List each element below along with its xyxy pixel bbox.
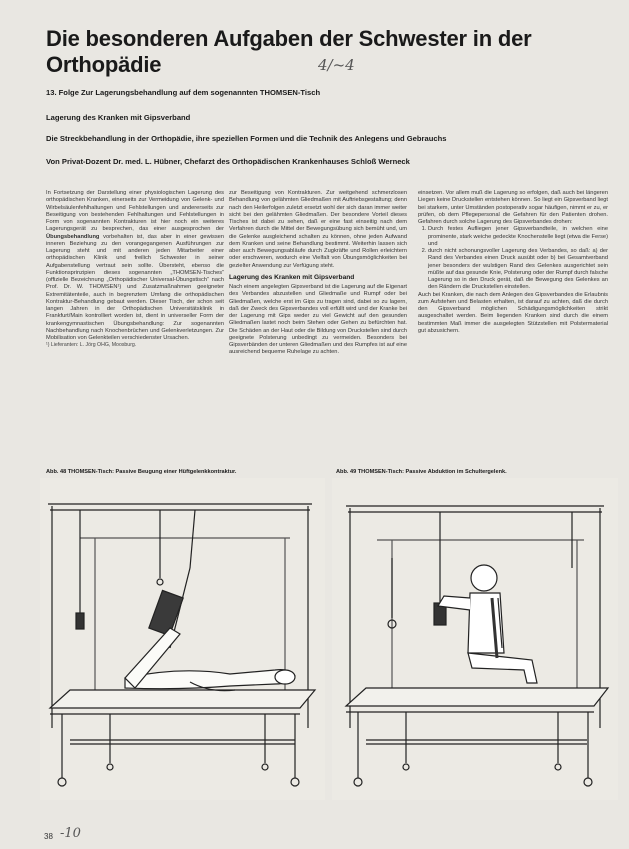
column1-body	[46, 190, 224, 342]
thomsen-table-drawing-49	[332, 478, 618, 800]
list-item: 2. durch nicht schonungsvoller Lagerung des Verbandes, so daß: a) der Rand des Verbandes einen Druck ausübt oder b) bei Gesamtverband jener besonders der wulstigen Rand des Gelenkes ausgerichtet sein müßte auf das gesunde Knie, Polsterung oder der Rumpf durch falsche Lagerung so in den Druck gerät, daß die Bewegung des Gelenkes an den Rändern die Druckstellen einstellen.	[428, 248, 608, 292]
thomsen-table-drawing-48	[40, 478, 325, 800]
column1-body-cont: vorbehalten ist, das aber in einer gewissen inneren Beziehung zu den vorangegangenen Ausführungen zur Lagerung steht und mit anderen jeden Mitarbeiter einer orthopädischen Klinik und freilich Schwester in seiner Aufgabenstellung vertraut sein sollte. Übersteht, ebenso die Funktionsprinzipien dieses sogenannten „THOMSEN-Tisches“ (offizielle Bezeichnung „Orthopädischer Universal-Übungstisch“ nach Prof. Dr. W. THOMSEN¹) und Zusatzmaßnahmen geeigneter Extremitätenteile, auch in begrenztem Umfang die orthopädischen Kontraktur-Behandlung gebaut werden. Dieser Tisch, der schon seit langen Jahren in der Orthopädischen Universitätsklinik in Frankfurt/Main kontrolliert worden ist, dient in universeller Form der krankengymnastischen Übungsbehandlung: Zur sogenannten Nachbehandlung nach Knochenbrüchen und Gelenkverletzungen. Zur Mobilisation von Gelenkteilen verschiedenster Ursachen.	[46, 233, 224, 341]
series-line: 13. Folge Zur Lagerungsbehandlung auf dem sogenannten THOMSEN-Tisch	[46, 88, 321, 97]
figure-48-illustration	[40, 478, 325, 800]
text-column-1	[46, 190, 224, 350]
list-item: 1. Durch festes Aufliegen jener Gipsverbandteile, in welchen eine prominente, stark weiche gedeckte Knochenstelle liegt (etwa die Ferse) und	[428, 226, 608, 248]
page-number: 38	[44, 832, 53, 841]
text-column-2	[229, 190, 407, 357]
handwritten-note: 4/~4	[318, 56, 355, 74]
figure-49-illustration	[332, 478, 618, 800]
figure-49-caption: Abb. 49 THOMSEN-Tisch: Passive Abduktion im Schultergelenk.	[336, 469, 507, 475]
column2-intro: zur Beseitigung von Kontrakturen. Zur weitgehend schmerzlosen Behandlung von gelähmten Gliedmaßen mit Auftriebsgestaltung; denn nach den Heilerfolgen zuletzt ersetzt wohl der sich daran immer weiter sicht bei den gelähmten Gliedmaßen. Der besondere Vorteil dieses Tisches ist dabei zu sehen, daß er eine fast einseitig nach dem Verfahren durch die Mittel der Bewegungsübung sich bemüht und, um die Gelenke ausgleichend schalten zu können, ohne jeden Aufwand dem Kranken und seine Behandlung bestimmt. Weiterhin lassen sich aber auch Bewegungsabläufe durch Zugkräfte und Rollen erleichtern oder erschweren, wodurch eine Vielfalt von Übungsmöglichkeiten bei gezielter Anwendung zur Verfügung steht.	[229, 190, 407, 269]
subtitle-streckbehandlung: Die Streckbehandlung in der Orthopädie, ihre speziellen Formen und die Technik des Anlegens und Gebrauchs	[46, 134, 447, 143]
handwritten-page-mark: -10	[60, 826, 81, 841]
column3-intro: einsetzen. Vor allem muß die Lagerung so erfolgen, daß auch bei längeren Liegen keine Druckstellen entstehen können. So liegt ein Gipsverband liegt bei starkem, unter Umständen postoperativ sogar häufigen, nimmt er zu, er prüfen, ob dem Pflegepersonal die Gefahren für den Patienten drohen. Gefahren durch solche Lagerung des Gipsverbandes drohen:	[418, 190, 608, 225]
column3-body: Auch bei Kranken, die nach dem Anlegen des Gipsverbandes die Erlaubnis zum Aufstehen und Belasten erhalten, ist darauf zu achten, daß die durch den Gipsverband möglichen Schädigungsmöglichkeiten strikt ausgeschaltet werden. Beim liegenden Kranken sind durch die einem bestimmten Maß immer die ausgelegten Stützstellen mit Polstermaterial gut abzusichern.	[418, 291, 608, 334]
article-title: Die besonderen Aufgaben der Schwester in der Orthopädie	[46, 26, 532, 77]
bold-term: Übungsbehandlung	[46, 233, 100, 240]
author-line: Von Privat-Dozent Dr. med. L. Hübner, Chefarzt des Orthopädischen Krankenhauses Schloß Werneck	[46, 157, 410, 166]
footnote: ¹) Lieferanten: L. Jörg OHG, Moosburg.	[46, 342, 137, 349]
figure-48-caption: Abb. 48 THOMSEN-Tisch: Passive Beugung einer Hüftgelenkkontraktur.	[46, 469, 237, 475]
column1-body-text: In Fortsetzung der Darstellung einer physiologischen Lagerung des orthopädischen Kranken, einerseits zur Vermeidung von Gelenk- und Wirbelsäulenfehlhaltungen und Fehlstellungen und andererseits zur Beseitigung von bestehenden Fehlhaltungen und Fehlstellungen in Form von sogenannten Kontrakturen ist hier noch ein weiteres Lagerungsgerät zu besprechen, das einer ausgesprochen der	[46, 190, 224, 233]
section-heading: Lagerung des Kranken mit Gipsverband	[229, 273, 355, 281]
text-column-3	[418, 190, 608, 335]
danger-list	[418, 226, 608, 291]
column2-body: Nach einem angelegten Gipsverband ist die Lagerung auf die Eigenart des Verbandes abzustellen und Gliedmaße und Rumpf oder bei Gliedmaßen, welche erst im Gips zu tragen sind, dabei so zu lagern, daß der Zweck des Gipsverbandes voll erfüllt wird und der Kranke bei der Lagerung mit Gips weder zu viel Gewicht auf den gesunden Gliedmaßen lastet noch beim Stehen oder Gehen zu befürchten hat. Die Schäden an der Haut oder die Bildung von Druckstellen sind durch geeignete Polsterung unbedingt zu vermeiden. Besonders bei Gipsverbänden der unteren Gliedmaßen und des Rumpfes ist auf eine ausreichend bequeme Ruhelage zu achten.	[229, 284, 407, 356]
subtitle-gipsverband: Lagerung des Kranken mit Gipsverband	[46, 113, 191, 122]
